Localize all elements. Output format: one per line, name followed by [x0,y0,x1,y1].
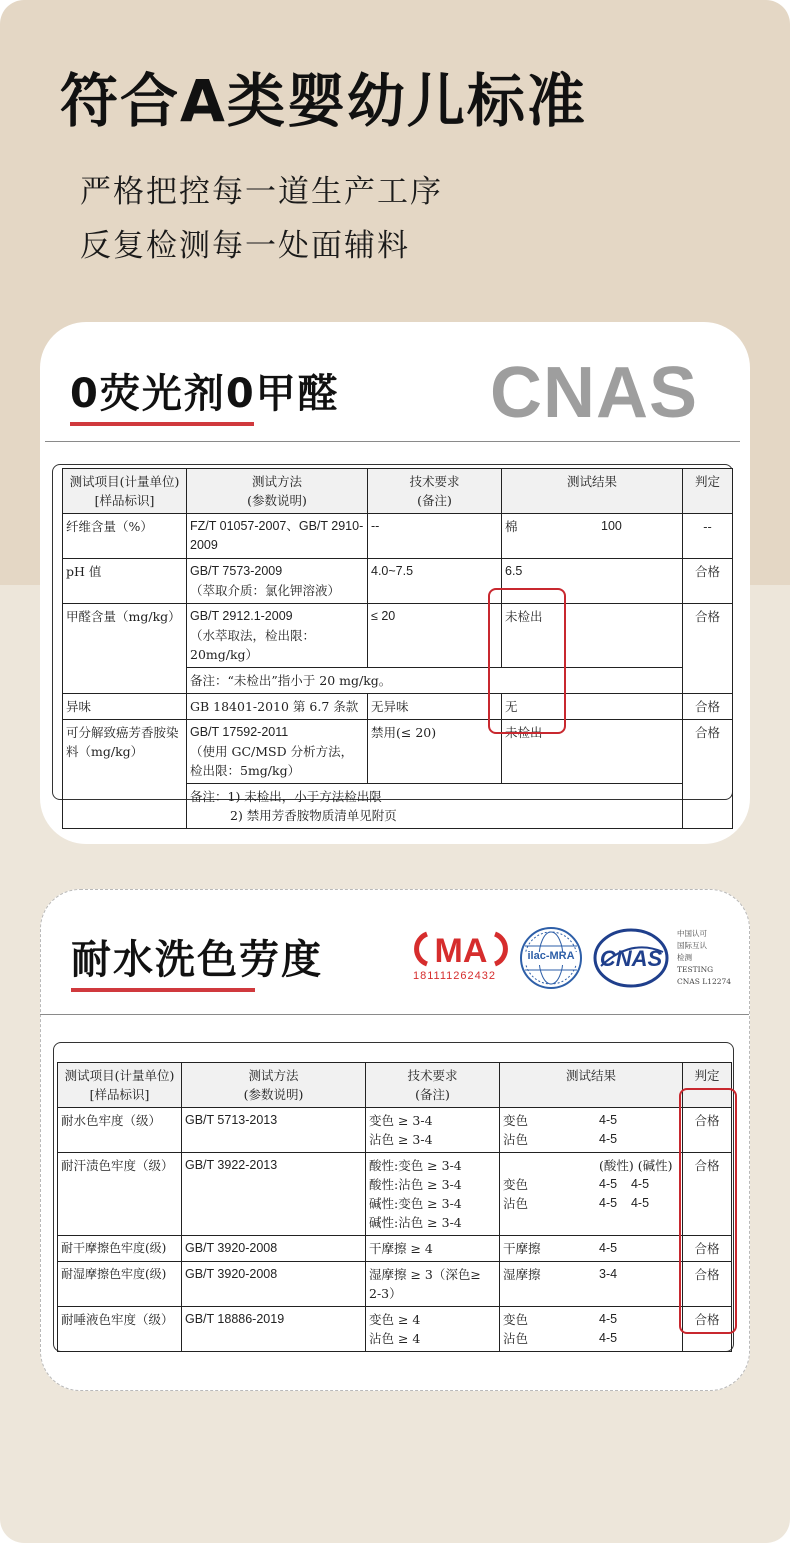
table-row: 耐唾液色牢度（级） GB/T 18886-2019 变色 ≥ 4 沾色 ≥ 4 变色 4-5 沾色 4-5 合格 [58,1307,732,1352]
highlight-box [679,1088,737,1334]
table-row: 异味 GB 18401-2010 第 6.7 条款 无异味 无 合格 [63,694,733,720]
table-row: 耐汗渍色牢度（级） GB/T 3922-2013 酸性:变色 ≥ 3-4 酸性:沾色 ≥ 3-4 碱性:变色 ≥ 3-4 碱性:沾色 ≥ 3-4 (酸性) (碱性) 变色 4-5 4-5 沾色 4-5 4-5 合格 [58,1153,732,1236]
cnas-label: CNAS [599,946,663,971]
cnas-badge: CNAS [489,353,698,433]
header-result: 测试结果 [500,1063,683,1108]
ilac-label: ilac-MRA [527,950,575,962]
header-item: 测试项目(计量单位) [样品标识] [58,1063,182,1108]
header-result: 测试结果 [502,469,683,514]
table-row: 甲醛含量（mg/kg） GB/T 2912.1-2009 （水萃取法，检出限：20mg/kg） ≤ 20 未检出 合格 [63,604,733,668]
table-note-row: 备注：“未检出”指小于 20 mg/kg。 [63,668,733,694]
table-header-row [58,1063,732,1108]
highlight-box [488,588,566,734]
divider [40,1014,749,1015]
table-header-row [63,469,733,514]
hero-title: 符合A类婴幼儿标准 [60,67,587,135]
cma-number: 181111262432 [413,970,496,982]
table-row: 纤维含量（%） FZ/T 01057-2007、GB/T 2910-2009 -- 棉 100 -- [63,514,733,559]
card-title: 耐水洗色劳度 [71,937,323,983]
title-underline [71,988,255,992]
cma-mark-icon [413,928,509,968]
divider [45,441,740,442]
table-note-row: 备注：1) 未检出，小于方法检出限 2) 禁用芳香胺物质清单见附页 [63,784,733,829]
title-underline [70,422,254,426]
hero-line-2: 反复检测每一处面辅料 [80,228,410,264]
svg-text:MA: MA [434,932,488,968]
cert-caption: 中国认可 国际互认 检测 TESTING CNAS L12274 [677,929,732,986]
table-row: 可分解致癌芳香胺染料（mg/kg） GB/T 17592-2011 （使用 GC/MSD 分析方法，检出限：5mg/kg） 禁用(≤ 20) 未检出 合格 [63,720,733,784]
header-requirement: 技术要求 (备注) [366,1063,500,1108]
header-requirement: 技术要求 (备注) [368,469,502,514]
table-row: 耐水色牢度（级） GB/T 5713-2013 变色 ≥ 3-4 沾色 ≥ 3-4 变色 4-5 沾色 4-5 合格 [58,1108,732,1153]
header-verdict: 判定 [683,1063,732,1108]
table-row: 耐干摩擦色牢度(级) GB/T 3920-2008 干摩擦 ≥ 4 干摩擦 4-5 合格 [58,1236,732,1262]
card-title: 0荧光剂0甲醛 [70,371,340,417]
formaldehyde-card [40,322,750,844]
colorfastness-card [40,889,750,1391]
colorfastness-table [57,1062,732,1352]
header-method: 测试方法 (参数说明) [182,1063,366,1108]
hero-line-1: 严格把控每一道生产工序 [80,174,443,210]
cnas-logo [593,928,669,988]
cma-logo [413,928,509,988]
test-report-table [62,468,733,829]
table-row: pH 值 GB/T 7573-2009 （萃取介质：氯化钾溶液） 4.0~7.5 6.5 合格 [63,559,733,604]
table-row: 耐湿摩擦色牢度(级) GB/T 3920-2008 湿摩擦 ≥ 3（深色≥ 2-3） 湿摩擦 3-4 合格 [58,1262,732,1307]
header-method: 测试方法 (参数说明) [187,469,368,514]
header-item: 测试项目(计量单位) [样品标识] [63,469,187,514]
header-verdict: 判定 [683,469,733,514]
ilac-mra-logo [519,926,583,990]
